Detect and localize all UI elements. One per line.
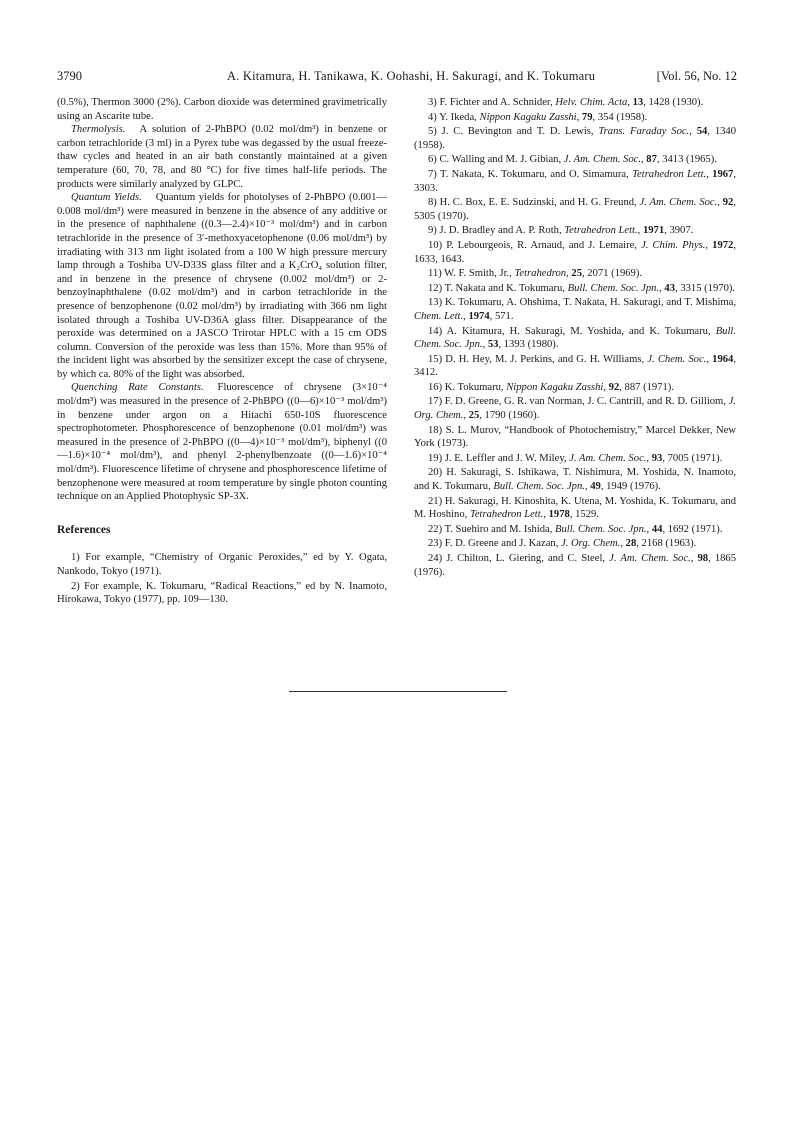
reference-5: 5) J. C. Bevington and T. D. Lewis, Trans. Faraday Soc., 54, 1340 (1958). xyxy=(414,126,737,151)
paragraph-quantum-yields xyxy=(57,191,387,381)
references-heading: References xyxy=(57,523,111,536)
volume-number: 44 xyxy=(651,523,663,535)
right-column xyxy=(414,96,736,579)
volume-number: 1972 xyxy=(712,239,734,251)
reference-17: 17) F. D. Greene, G. R. van Norman, J. C. Cantrill, and R. D. Gilliom, J. Org. Chem., 25, 1790 (1960). xyxy=(414,396,736,422)
journal-name: J. Chem. Soc. xyxy=(647,353,707,365)
journal-name: J. Am. Chem. Soc. xyxy=(563,154,641,166)
journal-name: Trans. Faraday Soc. xyxy=(598,126,690,138)
running-authors: A. Kitamura, H. Tanikawa, K. Oohashi, H. Sakuragi, and K. Tokumaru xyxy=(227,69,596,83)
reference-24: 24) J. Chilton, L. Giering, and C. Steel, J. Am. Chem. Soc., 98, 1865 (1976). xyxy=(414,553,737,578)
journal-name: Tetrahedron xyxy=(514,268,567,280)
journal-name: Bull. Chem. Soc. Jpn. xyxy=(414,325,736,351)
volume-number: 1974 xyxy=(468,310,490,322)
thermolysis-heading: Thermolysis. xyxy=(71,124,126,136)
journal-name: Chem. Lett. xyxy=(414,310,464,322)
reference-19: 19) J. E. Leffler and J. W. Miley, J. Am. Chem. Soc., 93, 7005 (1971). xyxy=(428,452,723,464)
page-number: 3790 xyxy=(57,69,82,83)
reference-13: 13) K. Tokumaru, A. Ohshima, T. Nakata, H. Sakuragi, and T. Mishima, Chem. Lett., 1974, 571. xyxy=(414,297,736,322)
reference-22: 22) T. Suehiro and M. Ishida, Bull. Chem. Soc. Jpn., 44, 1692 (1971). xyxy=(428,523,723,535)
reference-14: 14) A. Kitamura, H. Sakuragi, M. Yoshida, and K. Tokumaru, Bull. Chem. Soc. Jpn., 53, 1393 (1980). xyxy=(414,325,736,351)
reference-21: 21) H. Sakuragi, H. Kinoshita, K. Utena, M. Yoshida, K. Tokumaru, and M. Hoshino, Tetrahedron Lett., 1978, 1529. xyxy=(414,495,736,521)
volume-number: 25 xyxy=(571,268,582,280)
paragraph-quenching xyxy=(57,381,387,503)
quantum-yields-text: Quantum yields for photolyses of 2-PhBPO (0.001—0.008 mol/dm³) were measured in benzene in the absence of any additive or in the presence of naphthalene ((0.3—2.4)×10⁻³ mol/dm³) and in carbon tetrachloride in the presence of 3′-methoxyacetophenone (0.06 mol/dm³) by irradiating with 313 nm light isolated from a 100 W high pressure mercury lamp through a Toshiba UV-D33S glass filter and a K₂CrO₄ solution filter, and in benzene in the presence of chrysene (0.002 mol/dm³) or 2-benzoylnaphthalene (0.02 mol/dm³) and in carbon tetrachloride in the presence of benzophenone (0.02 mol/dm³) by irradiating with 366 nm light isolated through a Toshiba UV-D36A glass filter. Disappearance of the peroxide was determined on a JASCO Trirotar HPLC with a 15 cm ODS column. Conversion of the peroxide was less than 15%. More than 95% of the incident light was absorbed by the sensitizer except the case of chrysene, by which ca. 80% of the light was absorbed. xyxy=(57,192,387,380)
volume-number: 98 xyxy=(697,553,709,564)
reference-9: 9) J. D. Bradley and A. P. Roth, Tetrahedron Lett., 1971, 3907. xyxy=(428,225,694,237)
journal-name: Tetrahedron Lett. xyxy=(469,509,544,521)
thermolysis-text: A solution of 2-PhBPO (0.02 mol/dm³) in benzene or carbon tetrachloride (3 ml) in a Pyrex tube was degassed by the usual freeze-thaw cycles and heated in an air bath constantly maintained at a given temperature (60, 70, 78, and 80 °C) for five times half-life periods. The products were similarly analyzed by GLPC. xyxy=(57,124,387,190)
reference-23: 23) F. D. Greene and J. Kazan, J. Org. Chem., 28, 2168 (1963). xyxy=(428,538,697,550)
volume-number: 87 xyxy=(646,154,657,166)
reference-15: 15) D. H. Hey, M. J. Perkins, and G. H. Williams, J. Chem. Soc., 1964, 3412. xyxy=(414,353,736,379)
reference-16: 16) K. Tokumaru, Nippon Kagaku Zasshi, 92, 887 (1971). xyxy=(428,381,674,393)
volume-number: 43 xyxy=(664,282,676,294)
paragraph-thermolysis xyxy=(57,123,387,191)
reference-12: 12) T. Nakata and K. Tokumaru, Bull. Chem. Soc. Jpn., 43, 3315 (1970). xyxy=(428,282,736,294)
journal-name: Bull. Chem. Soc. Jpn. xyxy=(567,282,660,294)
volume-number: 54 xyxy=(696,126,708,138)
volume-number: 49 xyxy=(590,481,601,493)
journal-name: Bull. Chem. Soc. Jpn. xyxy=(493,481,585,493)
volume-number: 92 xyxy=(722,197,734,209)
volume-number: 1978 xyxy=(548,509,570,521)
volume-number: 25 xyxy=(468,410,480,422)
left-column xyxy=(57,96,387,607)
volume-number: 1971 xyxy=(642,225,665,237)
reference-3: 3) F. Fichter and A. Schnider, Helv. Chim. Acta, 13, 1428 (1930). xyxy=(428,97,704,108)
end-of-article-rule xyxy=(289,691,507,692)
journal-name: Tetrahedron Lett. xyxy=(564,225,638,237)
volume-number: 92 xyxy=(608,381,620,393)
running-header xyxy=(57,69,737,89)
volume-number: 93 xyxy=(651,452,663,464)
volume-number: 79 xyxy=(581,111,593,123)
reference-6: 6) C. Walling and M. J. Gibian, J. Am. Chem. Soc., 87, 3413 (1965). xyxy=(428,154,717,166)
journal-name: J. Am. Chem. Soc. xyxy=(609,553,691,564)
reference-4: 4) Y. Ikeda, Nippon Kagaku Zasshi, 79, 354 (1958). xyxy=(428,111,648,123)
reference-2: 2) For example, K. Tokumaru, “Radical Reactions,” ed by N. Inamoto, Hirokawa, Tokyo (1977), pp. 109—130. xyxy=(57,580,387,606)
volume-number: 53 xyxy=(487,339,499,351)
journal-name: J. Am. Chem. Soc. xyxy=(639,197,718,209)
reference-20: 20) H. Sakuragi, S. Ishikawa, T. Nishimura, M. Yoshida, N. Inamoto, and K. Tokumaru, Bull. Chem. Soc. Jpn., 49, 1949 (1976). xyxy=(414,467,736,493)
journal-name: Nippon Kagaku Zasshi xyxy=(506,381,604,393)
reference-8: 8) H. C. Box, E. E. Sudzinski, and H. G. Freund, J. Am. Chem. Soc., 92, 5305 (1970). xyxy=(414,197,736,222)
volume-info: [Vol. 56, No. 12 xyxy=(656,69,737,83)
reference-10: 10) P. Lebourgeois, R. Arnaud, and J. Lemaire, J. Chim. Phys., 1972, 1633, 1643. xyxy=(414,239,736,265)
volume-number: 28 xyxy=(625,538,637,550)
quantum-yields-heading: Quantum Yields. xyxy=(71,192,142,204)
journal-name: Nippon Kagaku Zasshi xyxy=(479,111,577,123)
journal-name: Bull. Chem. Soc. Jpn. xyxy=(555,523,647,535)
journal-name: J. Chim. Phys. xyxy=(641,239,706,251)
volume-number: 1967 xyxy=(712,168,734,180)
journal-name: Tetrahedron Lett. xyxy=(632,168,707,180)
quenching-heading: Quenching Rate Constants. xyxy=(71,382,204,394)
reference-11: 11) W. F. Smith, Jr., Tetrahedron, 25, 2071 (1969). xyxy=(428,268,643,280)
paragraph-intro: (0.5%), Thermon 3000 (2%). Carbon dioxide was determined gravimetrically using an Ascarite tube. xyxy=(57,97,387,122)
reference-18: 18) S. L. Murov, “Handbook of Photochemistry,” Marcel Dekker, New York (1973). xyxy=(414,424,736,450)
journal-name: Helv. Chim. Acta xyxy=(555,97,628,108)
volume-number: 1964 xyxy=(712,353,734,365)
reference-1: 1) For example, “Chemistry of Organic Peroxides,” ed by Y. Ogata, Nankodo, Tokyo (1971). xyxy=(57,552,387,577)
quenching-text: Fluorescence of chrysene (3×10⁻⁴ mol/dm³) was measured in the presence of 2-PhBPO ((0—6)×10⁻³ mol/dm³) in benzene under argon on a Hitachi 650-10S fluorescence spectrophotometer. Phosphorescence of benzophenone (0.01 mol/dm³) was measured in the presence of 2-PhBPO ((0—4)×10⁻³ mol/dm³), biphenyl ((0—1.6)×10⁻⁴ mol/dm³), and phenyl 2-phenylbenzoate ((0—1.6)×10⁻⁴ mol/dm³). Fluorescence lifetime of chrysene and phosphorescence lifetime of benzophenone were measured at room temperature by single photon counting technique on an Applied Photophysic SP-3X. xyxy=(57,382,387,503)
volume-number: 13 xyxy=(632,97,644,108)
journal-name: J. Am. Chem. Soc. xyxy=(569,452,647,464)
reference-7: 7) T. Nakata, K. Tokumaru, and O. Simamura, Tetrahedron Lett., 1967, 3303. xyxy=(414,168,736,194)
journal-name: J. Org. Chem. xyxy=(414,396,736,422)
journal-name: J. Org. Chem. xyxy=(561,538,621,550)
